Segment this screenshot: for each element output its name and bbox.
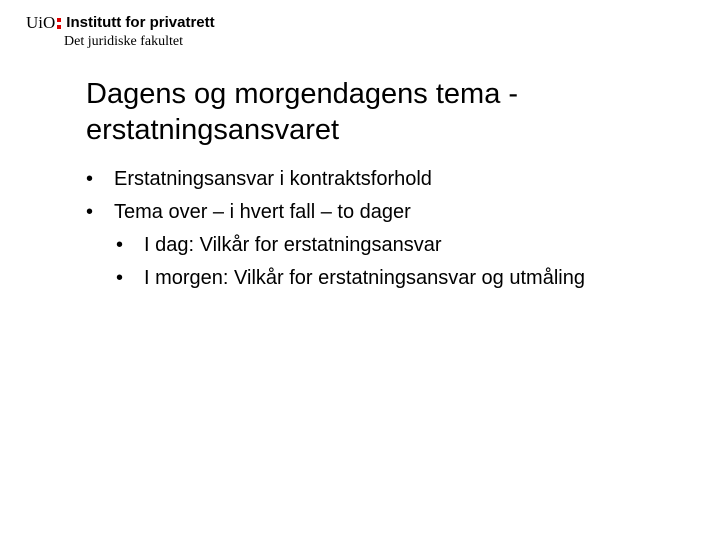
sub-bullet-icon: • bbox=[116, 234, 124, 256]
slide-title bbox=[86, 76, 686, 148]
logo-row bbox=[26, 14, 215, 32]
bullet-icon: • bbox=[86, 168, 94, 190]
bullet-list bbox=[86, 163, 585, 295]
bullet-item bbox=[86, 163, 585, 196]
sub-bullet-icon: • bbox=[116, 267, 124, 289]
sub-bullet-list bbox=[114, 229, 585, 295]
bullet-text: Tema over – i hvert fall – to dager bbox=[114, 201, 411, 223]
faculty-name: Det juridiske fakultet bbox=[64, 34, 183, 49]
sub-bullet-text: I morgen: Vilkår for erstatningsansvar og utmåling bbox=[144, 267, 585, 289]
logo-colon-icon bbox=[57, 14, 61, 32]
sub-bullet-item bbox=[114, 229, 585, 262]
sub-bullet-item bbox=[114, 262, 585, 295]
institute-name: Institutt for privatrett bbox=[66, 14, 215, 31]
uio-logo: UiO bbox=[26, 13, 56, 32]
slide-title-line-1: Dagens og morgendagens tema - bbox=[86, 78, 519, 110]
slide-title-line-2: erstatningsansvaret bbox=[86, 114, 340, 146]
bullet-icon: • bbox=[86, 201, 94, 223]
sub-bullet-text: I dag: Vilkår for erstatningsansvar bbox=[144, 234, 442, 256]
bullet-text: Erstatningsansvar i kontraktsforhold bbox=[114, 168, 432, 190]
slide-header bbox=[26, 14, 215, 48]
bullet-item bbox=[86, 196, 585, 295]
